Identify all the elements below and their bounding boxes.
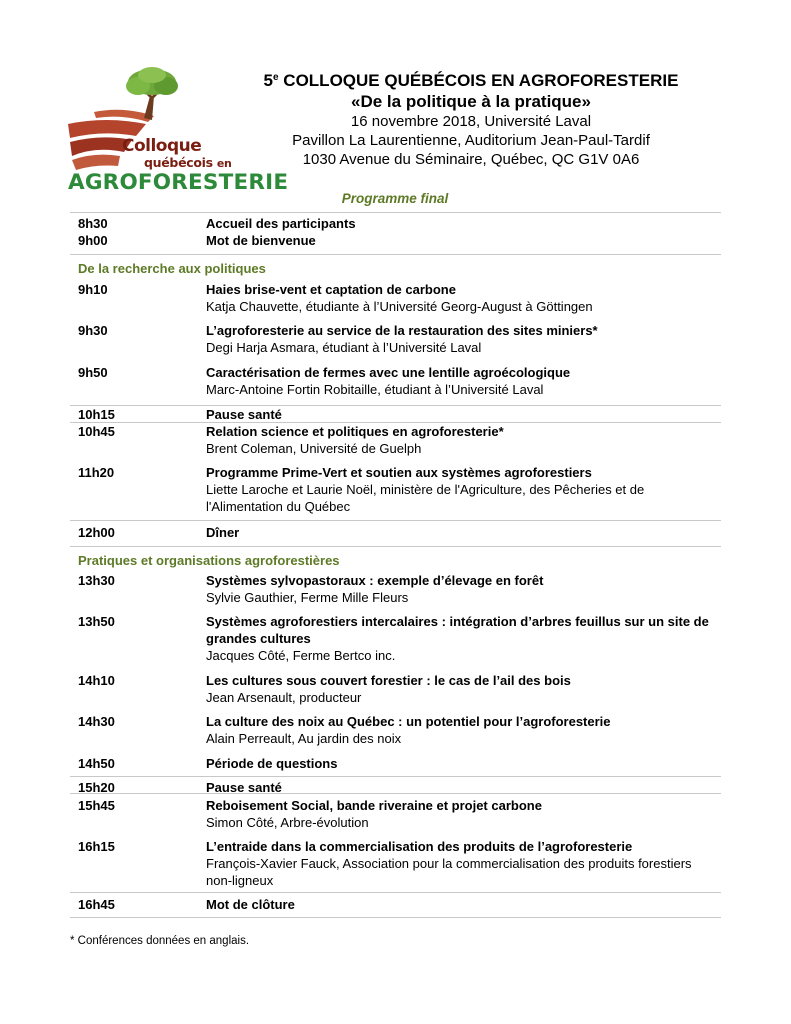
event-venue: Pavillon La Laurentienne, Auditorium Jean-Paul-Tardif: [292, 132, 650, 149]
item-speaker: François-Xavier Fauck, Association pour la commercialisation des produits forestiers non-ligneux: [206, 856, 692, 888]
item-title: L’entraide dans la commercialisation des produits de l’agroforesterie: [206, 839, 633, 854]
divider: [70, 212, 721, 213]
item-time: 13h50: [78, 614, 115, 629]
item-content: [206, 215, 716, 232]
item-content: [206, 322, 716, 356]
item-title: Les cultures sous couvert forestier : le cas de l’ail des bois: [206, 673, 571, 688]
event-address: 1030 Avenue du Séminaire, Québec, QC G1V 0A6: [302, 151, 640, 168]
item-content: [206, 896, 716, 913]
item-title: L’agroforesterie au service de la restauration des sites miniers*: [206, 323, 598, 338]
section-heading: Pratiques et organisations agroforestières: [78, 553, 340, 568]
logo-line-quebecois: [144, 155, 232, 170]
item-title: Systèmes sylvopastoraux : exemple d’élevage en forêt: [206, 573, 544, 588]
item-speaker: Liette Laroche et Laurie Noël, ministère de l'Agriculture, des Pêcheries et de l'Alimentation du Québec: [206, 482, 645, 514]
item-speaker: Brent Coleman, Université de Guelph: [206, 441, 422, 456]
item-time: 15h45: [78, 798, 115, 813]
item-time: 12h00: [78, 525, 115, 540]
item-speaker: Jacques Côté, Ferme Bertco inc.: [206, 648, 396, 663]
item-time: 13h30: [78, 573, 115, 588]
item-content: [206, 524, 716, 541]
item-time: 16h45: [78, 897, 115, 912]
item-content: [206, 672, 716, 706]
item-time: 10h15: [78, 407, 115, 422]
item-speaker: Simon Côté, Arbre-évolution: [206, 815, 369, 830]
divider: [70, 776, 721, 777]
logo-line-agroforesterie: AGROFORESTERIE: [68, 170, 289, 195]
item-title: Pause santé: [206, 407, 282, 422]
item-content: [206, 572, 716, 606]
item-content: [206, 464, 716, 515]
item-speaker: Marc-Antoine Fortin Robitaille, étudiant à l’Université Laval: [206, 382, 544, 397]
item-content: [206, 797, 716, 831]
item-content: [206, 406, 716, 423]
divider: [70, 520, 721, 521]
title-number: 5: [263, 71, 274, 90]
item-time: 15h20: [78, 780, 115, 795]
title-text: COLLOQUE QUÉBÉCOIS EN AGROFORESTERIE: [278, 71, 679, 90]
item-title: Caractérisation de fermes avec une lentille agroécologique: [206, 365, 571, 380]
item-content: [206, 232, 716, 249]
event-date-place: 16 novembre 2018, Université Laval: [350, 113, 592, 130]
logo-line-colloque: Colloque: [122, 136, 202, 156]
event-title: [236, 70, 706, 91]
item-time: 9h10: [78, 282, 108, 297]
item-title: Reboisement Social, bande riveraine et projet carbone: [206, 798, 542, 813]
divider: [70, 892, 721, 893]
item-content: [206, 613, 716, 664]
divider: [70, 546, 721, 547]
item-time: 14h30: [78, 714, 115, 729]
colloque-logo: [66, 66, 289, 195]
item-speaker: Sylvie Gauthier, Ferme Mille Fleurs: [206, 590, 409, 605]
event-header: [236, 70, 706, 169]
item-time: 9h00: [78, 233, 108, 248]
section-heading: De la recherche aux politiques: [78, 261, 266, 276]
title-superscript: e: [273, 72, 279, 83]
item-content: [206, 713, 716, 747]
item-speaker: Degi Harja Asmara, étudiant à l’Université Laval: [206, 340, 482, 355]
item-title: Relation science et politiques en agroforesterie*: [206, 424, 504, 439]
item-title: Haies brise-vent et captation de carbone: [206, 282, 456, 297]
item-title: La culture des noix au Québec : un potentiel pour l’agroforesterie: [206, 714, 611, 729]
item-speaker: Jean Arsenault, producteur: [206, 690, 362, 705]
item-title: Dîner: [206, 525, 240, 540]
logo-en-text: en: [216, 157, 232, 170]
logo-quebecois-text: québécois: [144, 155, 213, 170]
item-content: [206, 838, 716, 889]
item-content: [206, 755, 716, 772]
item-content: [206, 364, 716, 398]
item-time: 9h30: [78, 323, 108, 338]
item-time: 10h45: [78, 424, 115, 439]
item-content: [206, 281, 716, 315]
programme-title: Programme final: [341, 191, 449, 206]
item-title: Pause santé: [206, 780, 282, 795]
item-speaker: Katja Chauvette, étudiante à l’Université Georg-August à Göttingen: [206, 299, 593, 314]
item-time: 14h50: [78, 756, 115, 771]
divider: [70, 917, 721, 918]
footnote: * Conférences données en anglais.: [70, 935, 250, 947]
item-time: 9h50: [78, 365, 108, 380]
item-time: 14h10: [78, 673, 115, 688]
item-title: Mot de clôture: [206, 897, 295, 912]
item-title: Mot de bienvenue: [206, 233, 316, 248]
event-subtitle: «De la politique à la pratique»: [351, 92, 591, 111]
item-title: Systèmes agroforestiers intercalaires : intégration d’arbres feuillus sur un site de grandes cultures: [206, 614, 709, 646]
item-title: Programme Prime-Vert et soutien aux systèmes agroforestiers: [206, 465, 592, 480]
item-content: [206, 779, 716, 796]
item-time: 16h15: [78, 839, 115, 854]
item-title: Accueil des participants: [206, 216, 356, 231]
logo-wordmark: [66, 66, 289, 195]
item-speaker: Alain Perreault, Au jardin des noix: [206, 731, 402, 746]
item-content: [206, 423, 716, 457]
item-title: Période de questions: [206, 756, 338, 771]
divider: [70, 254, 721, 255]
item-time: 8h30: [78, 216, 108, 231]
item-time: 11h20: [78, 465, 115, 480]
